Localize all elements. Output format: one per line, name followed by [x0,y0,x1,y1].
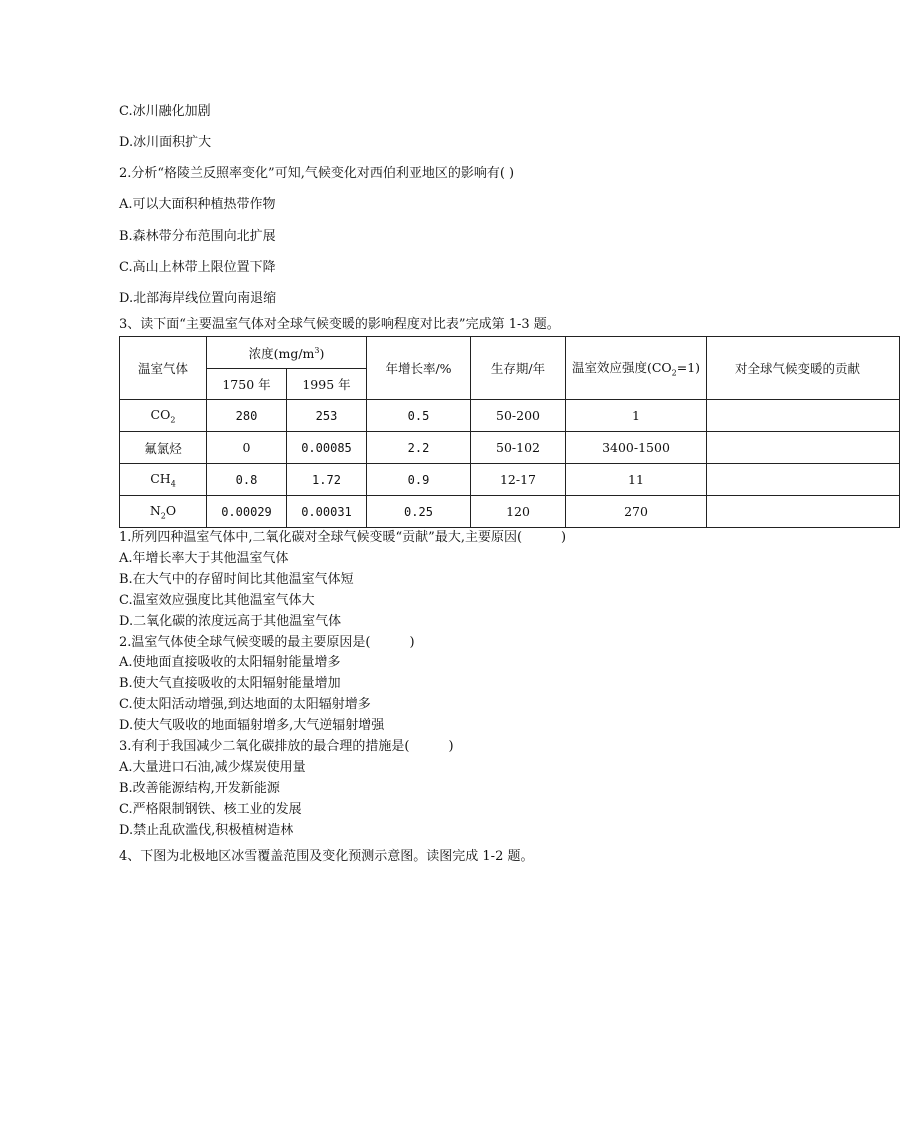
option-c-prev: C.冰川融化加剧 [119,104,211,119]
cell-lifetime: 50-200 [471,400,566,432]
s3-question-2-option-d: D.使大气吸收的地面辐射增多,大气逆辐射增强 [119,718,385,733]
cell-gas: 氟氯烃 [120,432,207,464]
cell-contribution [707,464,900,496]
question-2-option-a: A.可以大面积种植热带作物 [119,197,276,212]
header-gas: 温室气体 [120,337,207,400]
s3-question-3-option-d: D.禁止乱砍滥伐,积极植树造林 [119,823,294,838]
cell-1750: 0.00029 [207,496,287,528]
cell-lifetime: 12-17 [471,464,566,496]
cell-growth: 0.25 [367,496,471,528]
cell-1750: 0 [207,432,287,464]
question-2-option-c: C.高山上林带上限位置下降 [119,260,276,275]
cell-intensity: 3400-1500 [566,432,707,464]
cell-intensity: 1 [566,400,707,432]
header-growth-rate: 年增长率/% [367,337,471,400]
question-2-option-b: B.森林带分布范围向北扩展 [119,229,276,244]
cell-growth: 2.2 [367,432,471,464]
header-year-1750: 1750 年 [207,369,287,400]
table-row-n2o [120,496,900,528]
cell-gas: $CO_2$ [120,400,207,432]
header-concentration: 浓度$(mg/m^3)$ [207,337,367,369]
cell-1995: 1.72 [287,464,367,496]
s3-question-2-option-a: A.使地面直接吸收的太阳辐射能量增多 [119,655,341,670]
header-year-1995: 1995 年 [287,369,367,400]
table-row-cfc [120,432,900,464]
s3-question-1-stem: 1.所列四种温室气体中,二氧化碳对全球气候变暖“贡献”最大,主要原因( ) [119,530,567,545]
header-contribution: 对全球气候变暖的贡献 [707,337,900,400]
header-intensity: 温室效应强度$(CO_2=1)$ [566,337,707,400]
s3-question-3-option-b: B.改善能源结构,开发新能源 [119,781,280,796]
cell-1750: 0.8 [207,464,287,496]
option-d-prev: D.冰川面积扩大 [119,135,212,150]
greenhouse-gas-table [119,336,861,528]
s3-question-3-stem: 3.有利于我国减少二氧化碳排放的最合理的措施是( ) [119,739,454,754]
cell-intensity: 11 [566,464,707,496]
cell-intensity: 270 [566,496,707,528]
header-lifetime: 生存期/年 [471,337,566,400]
cell-growth: 0.5 [367,400,471,432]
cell-gas: $CH_4$ [120,464,207,496]
section-3-intro: 3、读下面“主要温室气体对全球气候变暖的影响程度对比表”完成第 1-3 题。 [119,317,560,332]
cell-contribution [707,400,900,432]
cell-lifetime: 120 [471,496,566,528]
cell-1995: 253 [287,400,367,432]
s3-question-3-option-a: A.大量进口石油,减少煤炭使用量 [119,760,306,775]
cell-1995: 0.00085 [287,432,367,464]
cell-contribution [707,432,900,464]
s3-question-2-option-c: C.使太阳活动增强,到达地面的太阳辐射增多 [119,697,371,712]
table-row-co2 [120,400,900,432]
s3-question-2-stem: 2.温室气体使全球气候变暖的最主要原因是( ) [119,635,415,650]
cell-1750: 280 [207,400,287,432]
s3-question-1-option-d: D.二氧化碳的浓度远高于其他温室气体 [119,614,342,629]
table-row-ch4 [120,464,900,496]
cell-growth: 0.9 [367,464,471,496]
cell-1995: 0.00031 [287,496,367,528]
s3-question-1-option-b: B.在大气中的存留时间比其他温室气体短 [119,572,354,587]
question-2-stem: 2.分析“格陵兰反照率变化”可知,气候变化对西伯利亚地区的影响有( ) [119,166,515,181]
s3-question-3-option-c: C.严格限制钢铁、核工业的发展 [119,802,302,817]
s3-question-1-option-a: A.年增长率大于其他温室气体 [119,551,289,566]
cell-contribution [707,496,900,528]
cell-gas: $N_2O$ [120,496,207,528]
s3-question-2-option-b: B.使大气直接吸收的太阳辐射能量增加 [119,676,341,691]
cell-lifetime: 50-102 [471,432,566,464]
s3-question-1-option-c: C.温室效应强度比其他温室气体大 [119,593,315,608]
section-4-intro: 4、下图为北极地区冰雪覆盖范围及变化预测示意图。读图完成 1-2 题。 [119,849,534,864]
question-2-option-d: D.北部海岸线位置向南退缩 [119,291,277,306]
